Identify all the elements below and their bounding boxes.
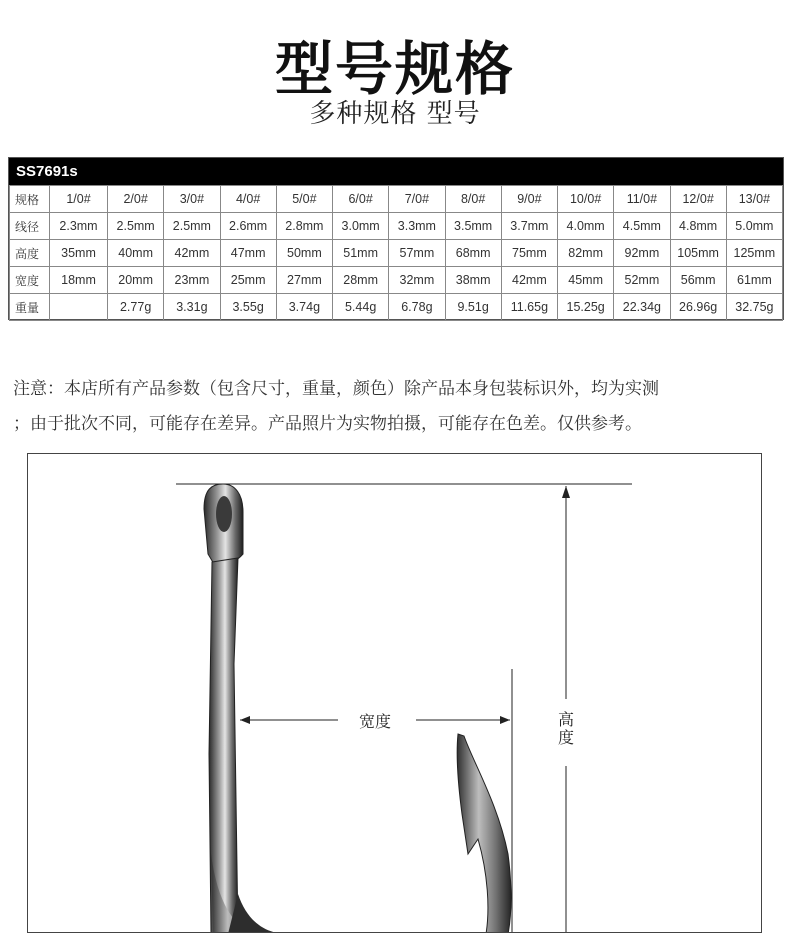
spec-cell: 25mm: [220, 267, 276, 294]
spec-cell: 3.3mm: [389, 213, 445, 240]
spec-cell: 3.31g: [164, 294, 220, 321]
notice-line: 注意：本店所有产品参数（包含尺寸，重量，颜色）除产品本身包装标识外，均为实测: [13, 379, 659, 399]
spec-cell: 11.65g: [501, 294, 557, 321]
spec-cell: 42mm: [164, 240, 220, 267]
spec-cell: 61mm: [726, 267, 782, 294]
spec-cell: 56mm: [670, 267, 726, 294]
spec-cell: 5.44g: [333, 294, 389, 321]
spec-cell: 52mm: [614, 267, 670, 294]
spec-cell: 32.75g: [726, 294, 782, 321]
spec-cell: 1/0#: [50, 186, 108, 213]
spec-cell: 6.78g: [389, 294, 445, 321]
spec-cell: 4.8mm: [670, 213, 726, 240]
spec-cell: 13/0#: [726, 186, 782, 213]
spec-cell: 5.0mm: [726, 213, 782, 240]
spec-cell: 8/0#: [445, 186, 501, 213]
spec-cell: 26.96g: [670, 294, 726, 321]
spec-cell: 3.55g: [220, 294, 276, 321]
spec-cell: [50, 294, 108, 321]
spec-cell: 45mm: [558, 267, 614, 294]
spec-cell: 2.3mm: [50, 213, 108, 240]
spec-cell: 4.5mm: [614, 213, 670, 240]
spec-cell: 3.74g: [276, 294, 332, 321]
notice-line: ；由于批次不同，可能存在差异。产品照片为实物拍摄，可能存在色差。仅供参考。: [13, 414, 642, 434]
spec-cell: 5/0#: [276, 186, 332, 213]
spec-cell: 42mm: [501, 267, 557, 294]
spec-cell: 57mm: [389, 240, 445, 267]
spec-row: [10, 186, 783, 213]
spec-cell: 35mm: [50, 240, 108, 267]
spec-cell: 10/0#: [558, 186, 614, 213]
spec-cell: 22.34g: [614, 294, 670, 321]
spec-cell: 4.0mm: [558, 213, 614, 240]
spec-cell: 27mm: [276, 267, 332, 294]
spec-cell: 92mm: [614, 240, 670, 267]
spec-cell: 3.7mm: [501, 213, 557, 240]
spec-cell: 28mm: [333, 267, 389, 294]
spec-row: [10, 267, 783, 294]
height-label-char: 度: [557, 728, 574, 747]
spec-cell: 75mm: [501, 240, 557, 267]
notice-text: [13, 372, 783, 442]
spec-cell: 9.51g: [445, 294, 501, 321]
spec-cell: 15.25g: [558, 294, 614, 321]
spec-grid: [9, 185, 783, 321]
spec-cell: 40mm: [108, 240, 164, 267]
spec-cell: 2.77g: [108, 294, 164, 321]
spec-row-label: 宽度: [10, 267, 50, 294]
spec-cell: 82mm: [558, 240, 614, 267]
spec-cell: 12/0#: [670, 186, 726, 213]
spec-cell: 6/0#: [333, 186, 389, 213]
spec-cell: 38mm: [445, 267, 501, 294]
spec-row-label: 高度: [10, 240, 50, 267]
spec-cell: 50mm: [276, 240, 332, 267]
spec-row-label: 重量: [10, 294, 50, 321]
spec-cell: 47mm: [220, 240, 276, 267]
spec-cell: 51mm: [333, 240, 389, 267]
spec-row-label: 线径: [10, 213, 50, 240]
spec-row: [10, 240, 783, 267]
spec-cell: 4/0#: [220, 186, 276, 213]
spec-cell: 7/0#: [389, 186, 445, 213]
spec-cell: 23mm: [164, 267, 220, 294]
spec-cell: 20mm: [108, 267, 164, 294]
spec-row: [10, 294, 783, 321]
hook-dimension-diagram: [27, 453, 762, 933]
spec-row: [10, 213, 783, 240]
height-label: [557, 711, 575, 747]
spec-cell: 68mm: [445, 240, 501, 267]
spec-cell: 2.6mm: [220, 213, 276, 240]
spec-cell: 3/0#: [164, 186, 220, 213]
hook-illustration: [28, 454, 762, 933]
spec-cell: 3.0mm: [333, 213, 389, 240]
width-label: 宽度: [358, 712, 391, 731]
spec-cell: 32mm: [389, 267, 445, 294]
page-subtitle: 多种规格 型号: [309, 99, 481, 129]
spec-cell: 2/0#: [108, 186, 164, 213]
height-label-char: 高: [557, 710, 574, 729]
spec-row-label: 规格: [10, 186, 50, 213]
page-title: 型号规格: [274, 35, 515, 103]
spec-cell: 2.5mm: [108, 213, 164, 240]
spec-cell: 11/0#: [614, 186, 670, 213]
spec-cell: 3.5mm: [445, 213, 501, 240]
spec-cell: 9/0#: [501, 186, 557, 213]
spec-cell: 2.5mm: [164, 213, 220, 240]
spec-table: [8, 157, 784, 320]
spec-cell: 125mm: [726, 240, 782, 267]
model-header: SS7691s: [9, 158, 783, 185]
spec-cell: 2.8mm: [276, 213, 332, 240]
spec-cell: 18mm: [50, 267, 108, 294]
spec-cell: 105mm: [670, 240, 726, 267]
